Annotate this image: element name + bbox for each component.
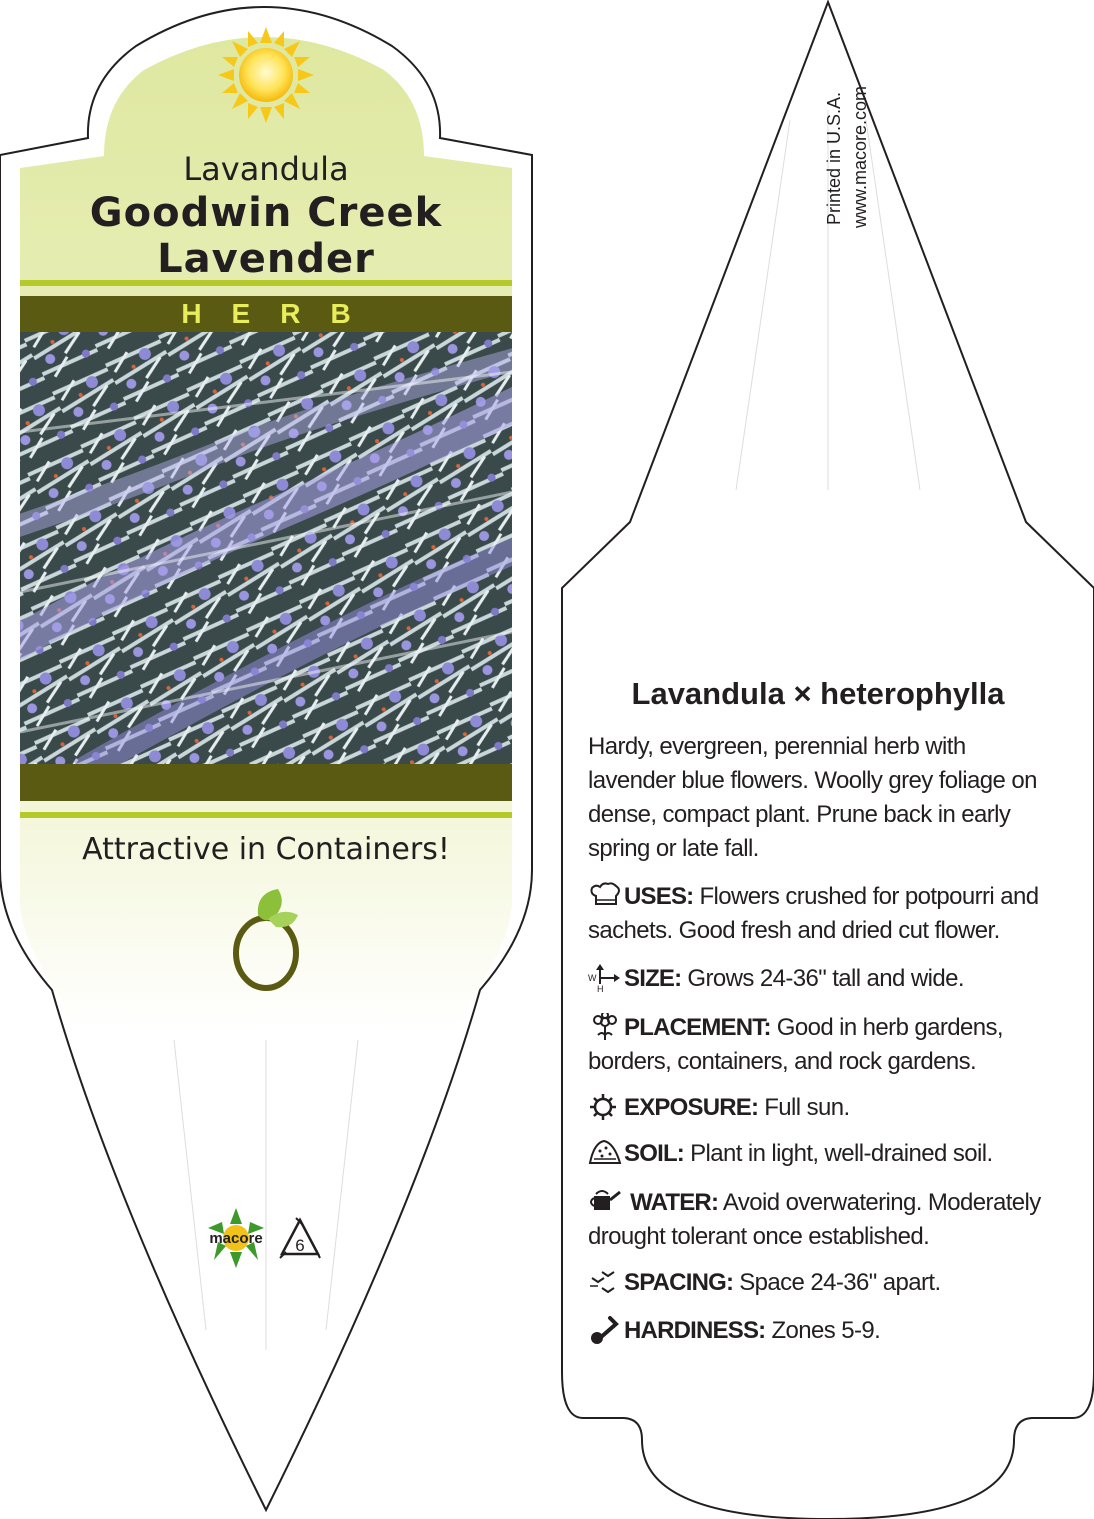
- printed-in-usa: Printed in U.S.A.: [824, 91, 844, 225]
- website-url: www.macore.com: [850, 85, 870, 228]
- care-size: W H SIZE: Grows 24-36" tall and wide.: [588, 965, 964, 992]
- spacing-icon: [588, 1268, 624, 1296]
- care-hardiness: HARDINESS: Zones 5-9.: [588, 1314, 1058, 1348]
- care-spacing: SPACING: Space 24-36" apart.: [588, 1266, 1058, 1300]
- soil-icon: [588, 1139, 624, 1167]
- sun-outline-icon: [588, 1093, 624, 1121]
- care-soil: SOIL: Plant in light, well-drained soil.: [588, 1137, 1058, 1171]
- front-common-name: [20, 190, 512, 282]
- printed-info: [804, 60, 870, 240]
- watering-can-icon: [588, 1188, 624, 1216]
- photo-bottom-band: [20, 764, 512, 801]
- category-band: HERB: [20, 296, 512, 332]
- common-name-line2: Lavender: [157, 236, 375, 282]
- care-uses: USES: Flowers crushed for potpourri and sachets. Good fresh and dried cut flower.: [588, 883, 1039, 944]
- thermometer-icon: [588, 1316, 624, 1344]
- size-icon: [588, 964, 624, 992]
- svg-text:6: 6: [295, 1236, 305, 1255]
- front-accent-line-bottom: [20, 812, 512, 818]
- care-placement: PLACEMENT: Good in herb gardens, borders, containers, and rock gardens.: [588, 1014, 1003, 1075]
- botanical-name: Lavandula × heterophylla: [631, 676, 1005, 711]
- care-water: WATER: Avoid overwatering. Moderately drought tolerant once established.: [588, 1189, 1041, 1250]
- sun-icon: [218, 27, 314, 123]
- flower-icon: [588, 1013, 624, 1041]
- chef-hat-icon: [588, 882, 624, 910]
- svg-text:H: H: [597, 984, 603, 992]
- plant-description: Hardy, evergreen, perennial herb with lavender blue flowers. Woolly grey foliage on dense, compact plant. Prune back in early spring or late fall.: [588, 733, 1037, 862]
- plant-photo-art: [20, 332, 512, 764]
- front-genus: Lavandula: [183, 150, 349, 188]
- care-exposure: EXPOSURE: Full sun.: [588, 1091, 1058, 1125]
- svg-text:W: W: [588, 973, 596, 983]
- tagline: Attractive in Containers!: [82, 832, 450, 867]
- plant-photo: [20, 332, 512, 764]
- common-name-line1: Goodwin Creek: [89, 190, 443, 236]
- svg-text:macore: macore: [209, 1230, 263, 1247]
